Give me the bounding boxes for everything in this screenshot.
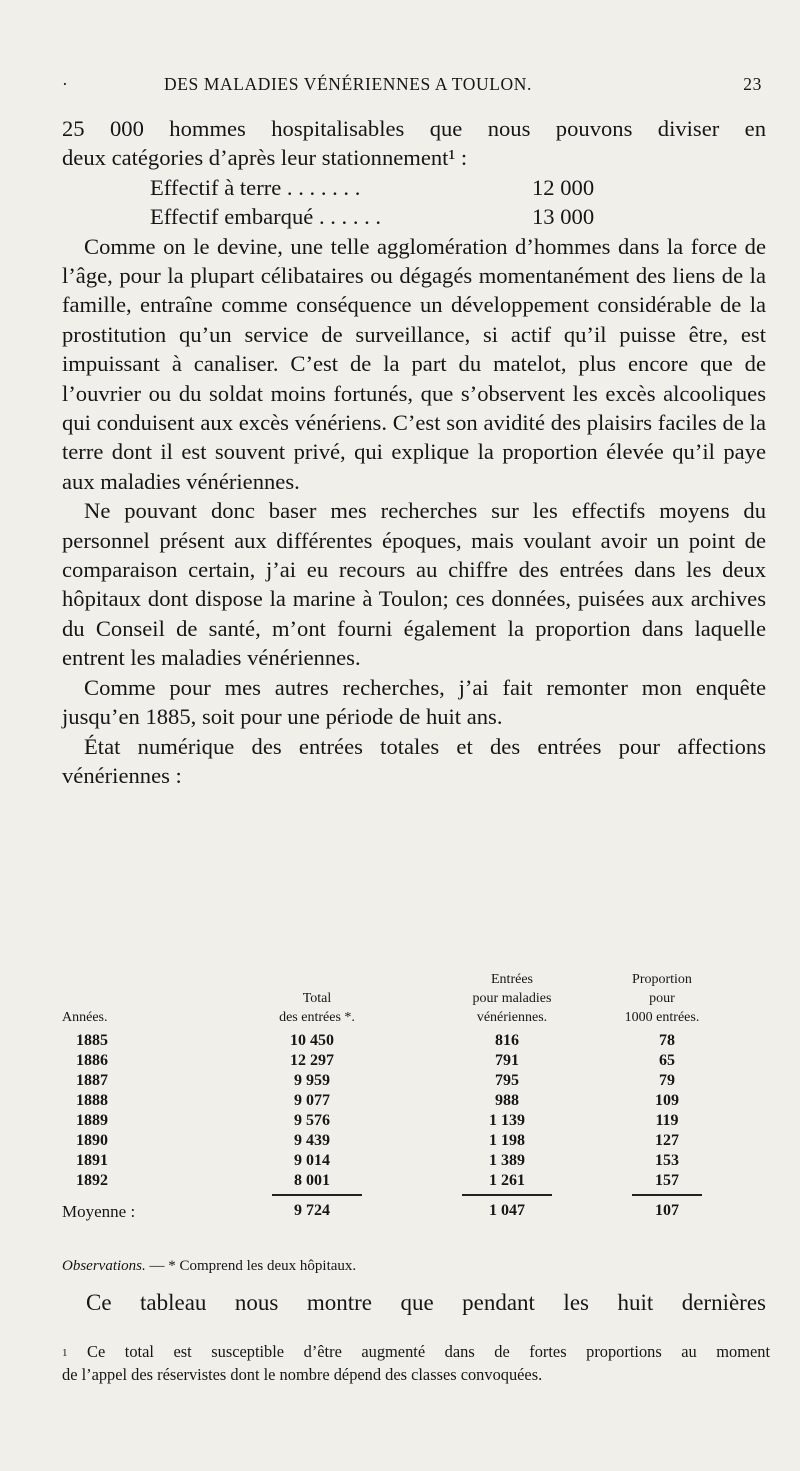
table-cell-proportion: 79 [659,1072,675,1089]
table-cell-annee: 1886 [76,1052,108,1069]
table-cell-veneriennes: 795 [495,1072,519,1089]
effectif-terre-label: Effectif à terre . . . . . . . [150,174,361,200]
body-text [62,114,766,790]
table-cell-total: 10 450 [290,1032,334,1049]
effectif-embarque-row [62,202,766,231]
observations-note [62,1258,356,1275]
table-cell-annee: 1888 [76,1092,108,1109]
effectif-terre-value: 12 000 [532,174,595,200]
table-cell-total: 9 959 [294,1072,330,1089]
moyenne-veneriennes: 1 047 [489,1202,525,1219]
observations-label: Observations. [62,1258,146,1274]
table-cell-total: 9 576 [294,1112,330,1129]
footnote [62,1340,770,1386]
running-header [62,74,762,102]
statistics-table [62,962,722,1252]
table-cell-proportion: 157 [655,1172,679,1189]
last-body-line: Ce tableau nous montre que pendant les huit dernières [86,1290,766,1315]
paragraph-5: État numérique des entrées totales et des entrées pour affections vénériennes : [62,733,766,788]
effectif-embarque-value: 13 000 [532,204,595,230]
observations-text: — * Comprend les deux hôpitaux. [145,1258,357,1274]
header-proportion: Proportion pour 1000 entrées. [624,972,700,1025]
total-rule [632,1194,702,1196]
table-cell-veneriennes: 1 198 [489,1132,525,1149]
paragraph-1-line-1: 25 000 hommes hospitalisables que nous pouvons diviser en [62,116,766,141]
paragraph-1-line-2: deux catégories d’après leur stationnement¹ : [62,145,468,171]
paragraph-3: Ne pouvant donc baser mes recherches sur les effectifs moyens du personnel présent aux différentes époques, mais voulant avoir un point de comparaison certain, j’ai eu recours au chiffre des entrées dans les deux hôpitaux dont dispose la marine à Toulon; ces données, puisées aux archives du Conseil de santé, m’ont fourni également la proportion dans laquelle entrent les maladies vénériennes. [62,498,766,671]
table-cell-annee: 1887 [76,1072,108,1089]
table-cell-annee: 1892 [76,1172,108,1189]
header-total: Total des entrées *. [279,991,355,1025]
table-cell-proportion: 153 [655,1152,679,1169]
table-cell-annee: 1891 [76,1152,108,1169]
moyenne-label: Moyenne : [62,1202,136,1221]
table-cell-veneriennes: 791 [495,1052,519,1069]
total-rule [462,1194,552,1196]
table-cell-total: 8 001 [294,1172,330,1189]
table-cell-proportion: 109 [655,1092,679,1109]
header-dot: · [62,74,69,94]
moyenne-proportion: 107 [655,1202,679,1219]
effectif-embarque-label: Effectif embarqué . . . . . . [150,204,382,230]
table-cell-veneriennes: 988 [495,1092,519,1109]
table-cell-proportion: 78 [659,1032,675,1049]
footnote-line-1: Ce total est susceptible d’être augmenté dans de fortes proportions au moment [67,1342,770,1361]
page-number: 23 [743,74,762,94]
table-cell-annee: 1889 [76,1112,108,1129]
table-cell-veneriennes: 1 139 [489,1112,525,1129]
effectif-terre-row [62,173,766,202]
table-cell-total: 9 439 [294,1132,330,1149]
header-veneriennes: Entrées pour maladies vénériennes. [472,972,552,1025]
header-annees: Années. [62,1010,108,1025]
table-cell-annee: 1890 [76,1132,108,1149]
table-cell-total: 9 014 [294,1152,330,1169]
paragraph-4: Comme pour mes autres recherches, j’ai fait remonter mon enquête jusqu’en 1885, soit pour une période de huit ans. [62,674,766,730]
table-cell-proportion: 127 [655,1132,679,1149]
table-cell-veneriennes: 816 [495,1032,519,1049]
paragraph-2: Comme on le devine, une telle agglomération d’hommes dans la force de l’âge, pour la plupart célibataires ou dégagés momentanément des liens de la famille, entraîne comme conséquence un développement considérable de la prostitution qu’un service de surveillance, si actif qu’il puisse être, est impuissant à canaliser. C’est de la part du matelot, plus encore que de l’ouvrier ou du soldat moins fortunés, que s’observent les excès alcooliques qui conduisent aux excès vénériens. C’est son avidité des plaisirs faciles de la terre dont il est souvent privé, qui explique la proportion élevée qu’il paye aux maladies vénériennes. [62,233,766,494]
table-cell-total: 9 077 [294,1092,330,1109]
table-cell-annee: 1885 [76,1032,108,1049]
running-title: DES MALADIES VÉNÉRIENNES A TOULON. [164,74,532,94]
table-cell-proportion: 65 [659,1052,675,1069]
footnote-line-2: de l’appel des réservistes dont le nombre dépend des classes convoquées. [62,1365,543,1384]
table-cell-total: 12 297 [290,1052,334,1069]
total-rule [272,1194,362,1196]
moyenne-total: 9 724 [294,1202,330,1219]
footnote-mark: 1 [62,1347,68,1359]
table-cell-proportion: 119 [655,1112,679,1129]
table-cell-veneriennes: 1 389 [489,1152,525,1169]
table-cell-veneriennes: 1 261 [489,1172,525,1189]
